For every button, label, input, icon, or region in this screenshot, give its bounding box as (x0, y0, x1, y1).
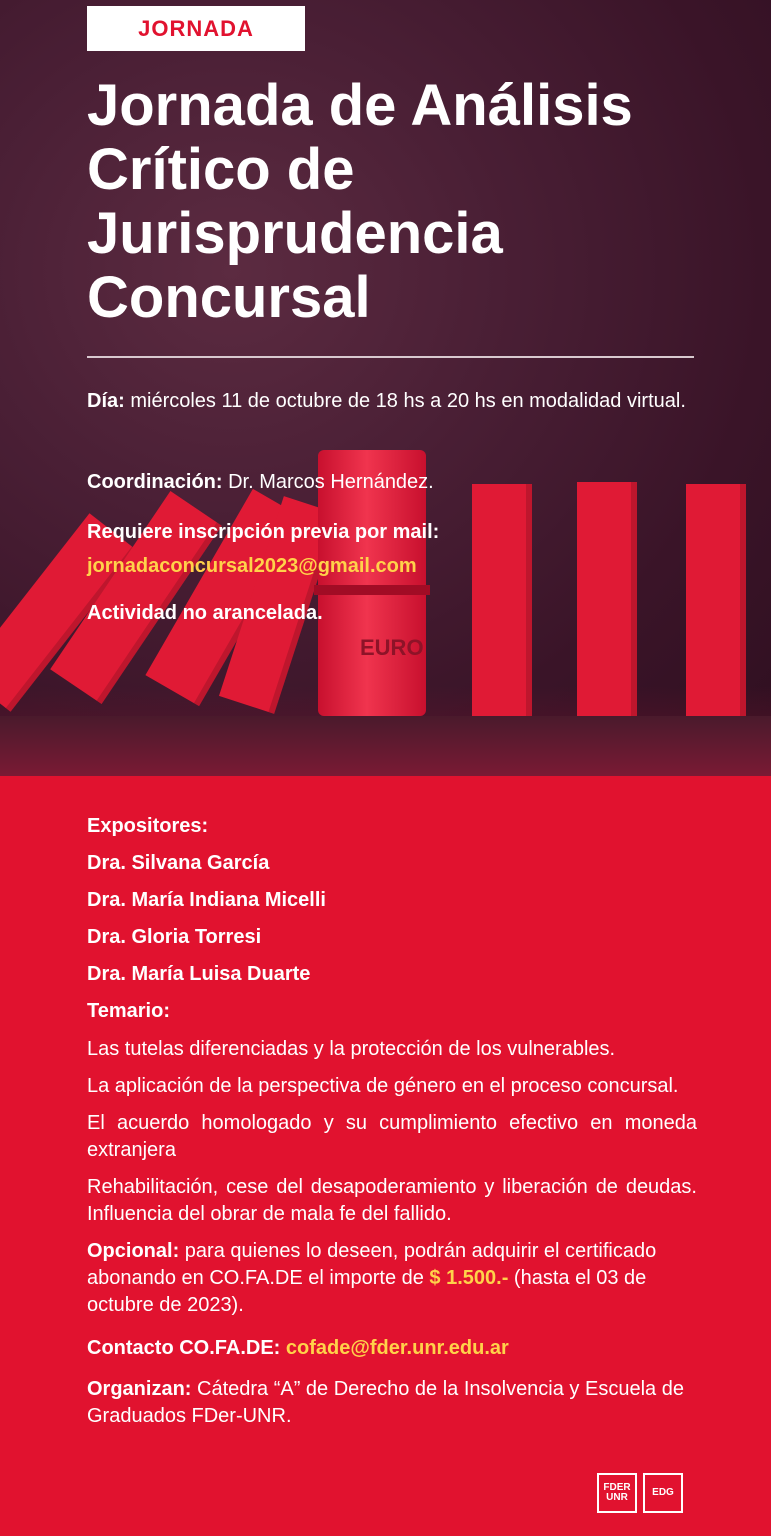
coordination-label: Coordinación: (87, 471, 223, 493)
edg-logo (643, 1473, 683, 1513)
registration-label: Requiere inscripción previa por mail: (87, 521, 440, 543)
optional-text-b: (hasta el 03 de octubre de 2023). (87, 1267, 647, 1316)
roll-band (314, 585, 430, 595)
organizers-info (87, 1376, 697, 1430)
speaker-item: Dra. María Indiana Micelli (87, 889, 326, 911)
topic-item: Rehabilitación, cese del desapoderamiento y liberación de deudas. Influencia del obrar de mala fe del fallido. (87, 1176, 697, 1225)
fder-logo-line2: UNR (606, 1492, 628, 1503)
fder-logo-line1: FDER (603, 1482, 631, 1493)
contact-label: Contacto CO.FA.DE: (87, 1337, 281, 1359)
date-label: Día: (87, 390, 125, 412)
coordination-info (87, 465, 697, 499)
floor-surface (0, 716, 771, 776)
fder-unr-logo (597, 1473, 637, 1513)
topic-item: El acuerdo homologado y su cumplimiento efectivo en moneda extranjera (87, 1112, 697, 1161)
details-section (87, 808, 697, 1430)
contact-info (87, 1335, 697, 1362)
event-tag-label: JORNADA (138, 15, 254, 41)
certificate-price: $ 1.500.- (429, 1267, 509, 1289)
logos (597, 1473, 683, 1513)
speaker-item: Dra. Silvana García (87, 852, 270, 874)
organizers-label: Organizan: (87, 1378, 192, 1400)
speaker-item: Dra. Gloria Torresi (87, 926, 262, 948)
speakers-heading: Expositores: (87, 815, 209, 837)
date-value: miércoles 11 de octubre de 18 hs a 20 hs en modalidad virtual. (124, 390, 686, 412)
topic-item: Las tutelas diferenciadas y la protección de los vulnerables. (87, 1038, 616, 1060)
organizers-text: Cátedra “A” de Derecho de la Insolvencia y Escuela de Graduados FDer-UNR. (87, 1378, 684, 1427)
optional-text-a: para quienes lo deseen, podrán adquirir el certificado abonando en CO.FA.DE el importe de (87, 1240, 657, 1289)
registration-email-link[interactable]: jornadaconcursal2023@gmail.com (87, 555, 417, 577)
topics-heading: Temario: (87, 1000, 170, 1022)
speaker-item: Dra. María Luisa Duarte (87, 963, 311, 985)
optional-certificate (87, 1238, 697, 1319)
edg-logo-text: EDG (652, 1487, 674, 1498)
contact-email-link[interactable]: cofade@fder.unr.edu.ar (285, 1337, 509, 1359)
roll-label: EURO (360, 635, 424, 660)
registration-info (87, 515, 697, 583)
fee-info (87, 596, 697, 630)
fee-text: Actividad no arancelada. (87, 602, 323, 624)
optional-label: Opcional: (87, 1240, 180, 1262)
divider (87, 356, 694, 358)
page-title: Jornada de Análisis Crítico de Jurisprudencia Concursal (87, 73, 633, 330)
date-info (87, 384, 697, 418)
coordination-value: Dr. Marcos Hernández. (222, 471, 434, 493)
topic-item: La aplicación de la perspectiva de género en el proceso concursal. (87, 1075, 679, 1097)
